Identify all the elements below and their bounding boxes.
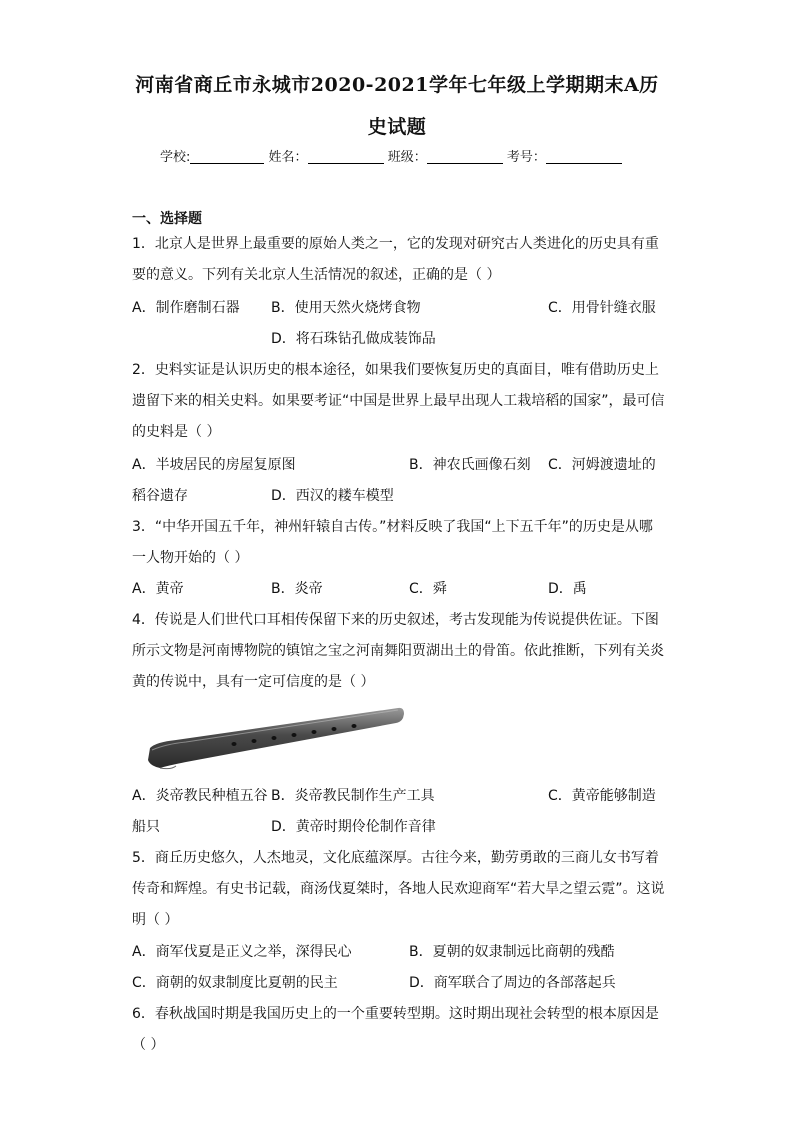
q5-line-2: 传奇和辉煌。有史书记载，商汤伐夏桀时，各地人民欢迎商军“若大旱之望云霓”。这说 [132, 881, 665, 897]
q3-option-a[interactable]: A．黄帝 [132, 581, 184, 597]
student-info-row [160, 146, 622, 165]
q4-line-2: 所示文物是河南博物院的镇馆之宝之河南舞阳贾湖出土的骨笛。依此推断，下列有关炎 [132, 643, 664, 659]
q5-option-b[interactable]: B．夏朝的奴隶制远比商朝的残酷 [409, 944, 615, 960]
number-label: 考号： [506, 150, 546, 165]
q4-option-a[interactable]: A．炎帝教民种植五谷 [132, 788, 268, 804]
class-blank[interactable] [427, 149, 503, 164]
exam-title-line-1: 河南省商丘市永城市2020-2021学年七年级上学期期末A历 [135, 74, 659, 96]
q4-option-d[interactable]: D．黄帝时期伶伦制作音律 [271, 819, 436, 835]
q4-line-1: 4．传说是人们世代口耳相传保留下来的历史叙述，考古发现能为传说提供佐证。下图 [132, 612, 659, 628]
q3-line-2: 一人物开始的（ ） [132, 550, 249, 566]
q5-line-1: 5．商丘历史悠久，人杰地灵，文化底蕴深厚。古往今来，勤劳勇敢的三商儿女书写着 [132, 850, 659, 866]
q4-option-c[interactable]: C．黄帝能够制造 [548, 788, 656, 804]
q1-option-d[interactable]: D．将石珠钻孔做成装饰品 [271, 331, 436, 347]
q4-option-c-cont: 船只 [132, 819, 160, 835]
q2-option-b[interactable]: B．神农氏画像石刻 [409, 457, 531, 473]
school-label: 学校: [160, 150, 191, 165]
school-blank[interactable] [190, 149, 264, 164]
q3-line-1: 3．“中华开国五千年，神州轩辕自古传。”材料反映了我国“上下五千年”的历史是从哪 [132, 519, 653, 535]
class-label: 班级： [387, 150, 427, 165]
q6-line-1: 6．春秋战国时期是我国历史上的一个重要转型期。这时期出现社会转型的根本原因是 [132, 1006, 659, 1022]
section-heading: 一、选择题 [132, 211, 202, 227]
exam-title-line-2: 史试题 [367, 116, 427, 138]
q5-line-3: 明（ ） [132, 912, 179, 928]
q2-option-d[interactable]: D．西汉的耧车模型 [271, 488, 394, 504]
q2-line-3: 的史料是（ ） [132, 424, 221, 440]
q3-option-d[interactable]: D．禹 [548, 581, 587, 597]
name-blank[interactable] [308, 149, 384, 164]
q1-option-a[interactable]: A．制作磨制石器 [132, 300, 240, 316]
q4-line-3: 黄的传说中，具有一定可信度的是（ ） [132, 674, 375, 690]
q3-option-b[interactable]: B．炎帝 [271, 581, 323, 597]
q3-option-c[interactable]: C．舜 [409, 581, 447, 597]
q5-option-a[interactable]: A．商军伐夏是正义之举，深得民心 [132, 944, 352, 960]
q6-line-2: （ ） [132, 1037, 165, 1053]
q2-option-a[interactable]: A．半坡居民的房屋复原图 [132, 457, 296, 473]
q2-line-1: 2．史料实证是认识历史的根本途径，如果我们要恢复历史的真面目，唯有借助历史上 [132, 362, 659, 378]
q5-option-d[interactable]: D．商军联合了周边的各部落起兵 [409, 975, 616, 991]
q5-option-c[interactable]: C．商朝的奴隶制度比夏朝的民主 [132, 975, 338, 991]
q1-line-2: 要的意义。下列有关北京人生活情况的叙述，正确的是（ ） [132, 267, 501, 283]
q2-option-c-cont: 稻谷遗存 [132, 488, 188, 504]
name-label: 姓名： [268, 150, 308, 165]
q2-line-2: 遗留下来的相关史料。如果要考证“中国是世界上最早出现人工栽培稻的国家”，最可信 [132, 393, 665, 409]
q1-option-b[interactable]: B．使用天然火烧烤食物 [271, 300, 421, 316]
bone-flute-image [146, 704, 408, 774]
q1-line-1: 1．北京人是世界上最重要的原始人类之一，它的发现对研究古人类进化的历史具有重 [132, 236, 659, 252]
q1-option-c[interactable]: C．用骨针缝衣服 [548, 300, 656, 316]
q2-option-c[interactable]: C．河姆渡遗址的 [548, 457, 656, 473]
q4-option-b[interactable]: B．炎帝教民制作生产工具 [271, 788, 435, 804]
number-blank[interactable] [546, 149, 622, 164]
